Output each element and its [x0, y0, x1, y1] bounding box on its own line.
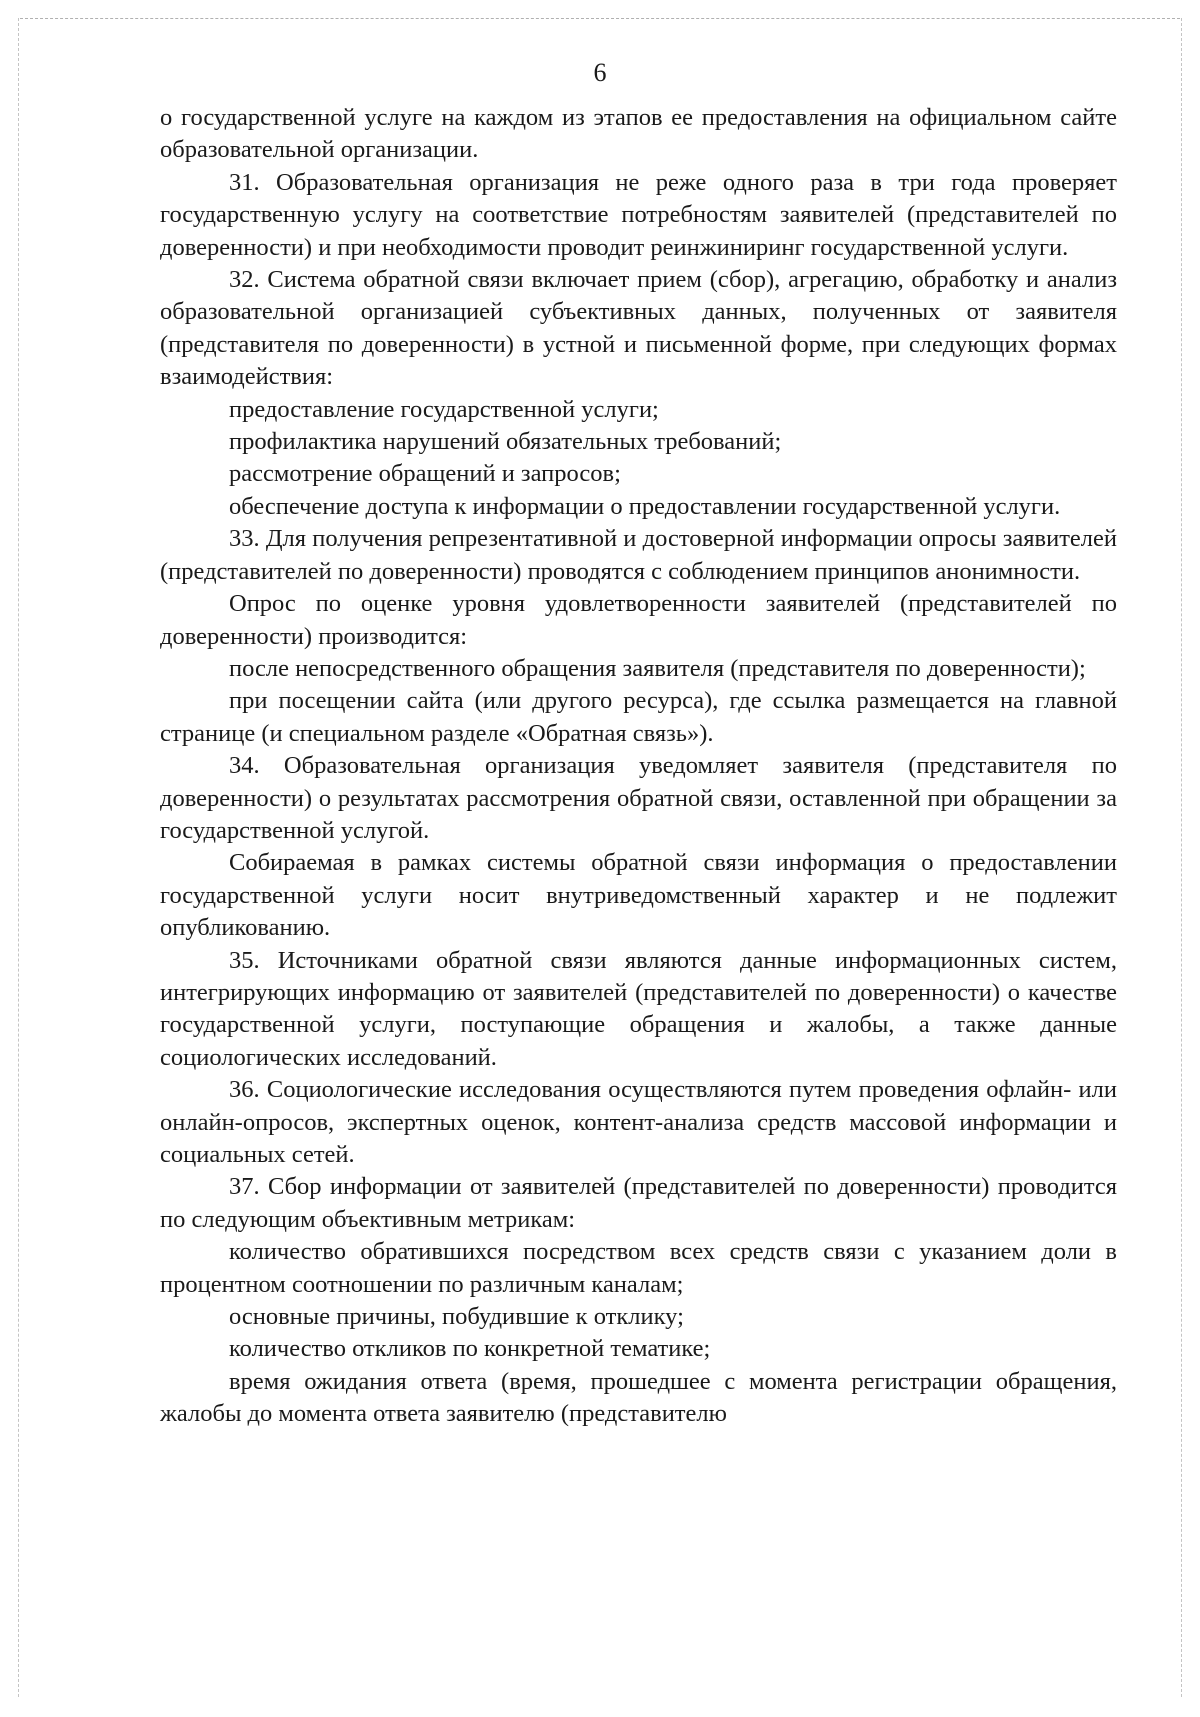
- paragraph: 33. Для получения репрезентативной и достоверной информации опросы заявителей (представителей по доверенности) проводятся с соблюдением принципов анонимности.: [160, 525, 1117, 585]
- list-item: при посещении сайта (или другого ресурса), где ссылка размещается на главной странице (и специальном разделе «Обратная связь»).: [160, 687, 1117, 747]
- list-item: количество обратившихся посредством всех средств связи с указанием доли в процентном соотношении по различным каналам;: [160, 1238, 1117, 1298]
- paragraph: 31. Образовательная организация не реже одного раза в три года проверяет государственную услугу на соответствие потребностям заявителей (представителей по доверенности) и при необходимости проводит реинжиниринг государственной услуги.: [160, 168, 1117, 261]
- paragraph: Опрос по оценке уровня удовлетворенности заявителей (представителей по доверенности) производится:: [160, 590, 1117, 650]
- list-item: обеспечение доступа к информации о предоставлении государственной услуги.: [229, 492, 1061, 520]
- list-item: время ожидания ответа (время, прошедшее с момента регистрации обращения, жалобы до момента ответа заявителю (представителю: [160, 1367, 1117, 1428]
- list-item: рассмотрение обращений и запросов;: [229, 460, 621, 488]
- paragraph: 34. Образовательная организация уведомляет заявителя (представителя по доверенности) о результатах рассмотрения обратной связи, оставленной при обращении за государственной услугой.: [160, 752, 1117, 844]
- list-item: предоставление государственной услуги;: [229, 395, 659, 423]
- paragraph: 32. Система обратной связи включает прием (сбор), агрегацию, обработку и анализ образовательной организацией субъективных данных, полученных от заявителя (представителя по доверенности) в устной и письменной форме, при следующих формах взаимодействия:: [160, 266, 1117, 391]
- paragraph: 37. Сбор информации от заявителей (представителей по доверенности) проводится по следующим объективным метрикам:: [160, 1173, 1117, 1233]
- page-number: 6: [593, 58, 607, 87]
- paragraph: 36. Социологические исследования осуществляются путем проведения офлайн- или онлайн-опросов, экспертных оценок, контент-анализа средств массовой информации и социальных сетей.: [160, 1076, 1117, 1168]
- scan-border-top: [20, 18, 1180, 19]
- list-item: после непосредственного обращения заявителя (представителя по доверенности);: [229, 654, 1086, 682]
- list-item: основные причины, побудившие к отклику;: [229, 1303, 684, 1331]
- list-item: количество откликов по конкретной тематике;: [229, 1335, 711, 1363]
- paragraph: 35. Источниками обратной связи являются данные информационных систем, интегрирующих информацию от заявителей (представителей по доверенности) о качестве государственной услуги, поступающие обращения и жалобы, а также данные социологических исследований.: [160, 946, 1117, 1071]
- list-item: профилактика нарушений обязательных требований;: [229, 428, 782, 456]
- paragraph: о государственной услуге на каждом из этапов ее предоставления на официальном сайте образовательной организации.: [160, 104, 1117, 164]
- paragraph: Собираемая в рамках системы обратной связи информация о предоставлении государственной услуги носит внутриведомственный характер и не подлежит опубликованию.: [160, 849, 1117, 942]
- scan-border-right: [1181, 18, 1182, 1697]
- document-body: [160, 102, 1117, 1431]
- scan-border-left: [18, 18, 19, 1697]
